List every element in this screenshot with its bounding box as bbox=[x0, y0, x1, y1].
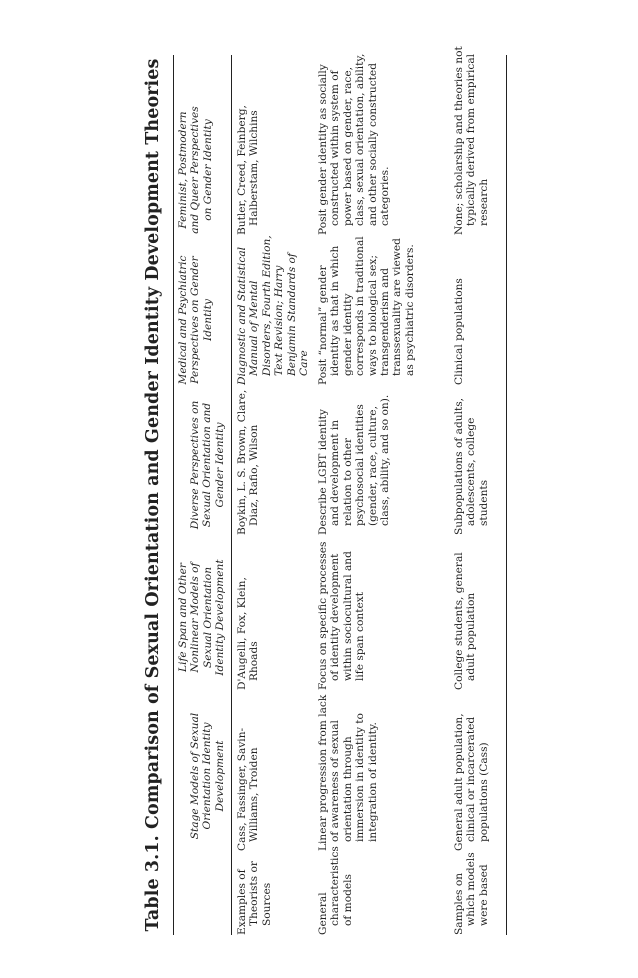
column-header-diverse-perspectives: Diverse Perspectives on Sexual Orientation and Gender Identity bbox=[189, 400, 226, 530]
cell-samples-medical: Clinical populations bbox=[453, 278, 465, 385]
cell-theorists-medical: Diagnostic and Statistical Manual of Mental Disorders, Fourth Edition, Text Revision; Harry Benjamin Standards of Care bbox=[236, 235, 311, 385]
row-label-theorists: Examples of Theorists or Sources bbox=[236, 861, 273, 935]
column-header-feminist-queer: Feminist, Postmodern and Queer Perspectives on Gender Identity bbox=[177, 106, 214, 234]
cell-theorists-diverse: Boykin, L. S. Brown, Clare, Diaz, Rafio, Wilson bbox=[236, 389, 261, 535]
cell-characteristics-diverse: Describe LGBT identity and development in relation to other psychosocial identities (gender, race, culture, class, ability, and so on). bbox=[317, 394, 392, 535]
cell-characteristics-feminist: Posit gender identity as socially constructed within system of power based on gender, race, class, sexual orientation, ability, and other socially constructed categories. bbox=[317, 53, 392, 235]
column-header-stage-models: Stage Models of Sexual Orientation Identity Development bbox=[189, 712, 226, 840]
top-rule bbox=[173, 55, 174, 935]
cell-characteristics-life-span: Focus on specific processes of identity development within sociocultural and life span context bbox=[317, 541, 367, 690]
cell-theorists-stage: Cass, Fassinger, Savin-Williams, Troiden bbox=[236, 727, 261, 851]
row-label-characteristics: General characteristics of models bbox=[317, 846, 354, 935]
column-header-life-span-models: Life Span and Other Nonlinear Models of Sexual Orientation Identity Development bbox=[177, 559, 227, 676]
row-label-samples: Samples on which models were based bbox=[453, 852, 490, 935]
table-title: Table 3.1. Comparison of Sexual Orientation and Gender Identity Development Theories bbox=[143, 58, 163, 932]
cell-samples-diverse: Subpopulations of adults, adolescents, college students bbox=[453, 397, 490, 535]
cell-samples-stage: General adult population, clinical or incarcerated populations (Cass) bbox=[453, 713, 490, 851]
cell-characteristics-stage: Linear progression from lack of awareness of sexual orientation through immersion in identity to integration of identity. bbox=[317, 694, 379, 851]
column-header-medical-psychiatric: Medical and Psychiatric Perspectives on Gender Identity bbox=[177, 255, 214, 385]
cell-characteristics-medical: Posit “normal” gender identity as that in which gender identity corresponds in traditional ways to biological sex; transgenderism and transsexuality are viewed as psychiatric disorders. bbox=[317, 236, 416, 385]
rotated-table-page bbox=[135, 46, 510, 935]
cell-theorists-life-span: D'Augelli, Fox, Klein, Rhoads bbox=[236, 577, 261, 690]
cell-theorists-feminist: Butler, Creed, Feinberg, Halberstam, Wilchins bbox=[236, 105, 261, 235]
header-rule bbox=[231, 55, 232, 935]
cell-samples-life-span: College students, general adult population bbox=[453, 552, 478, 690]
bottom-rule bbox=[506, 55, 507, 935]
cell-samples-feminist: None; scholarship and theories not typically derived from empirical research bbox=[453, 46, 490, 235]
